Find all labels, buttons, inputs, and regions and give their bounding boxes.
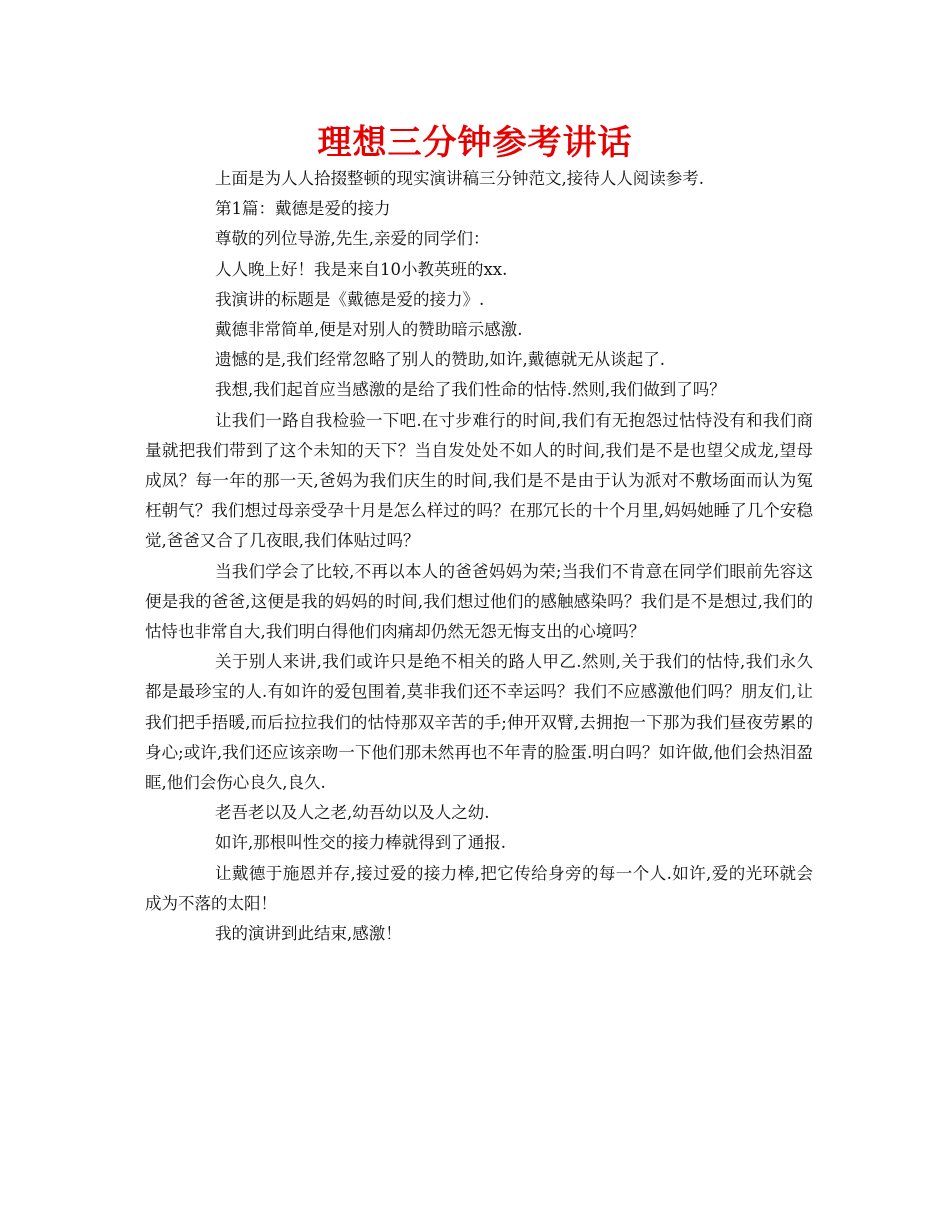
document-title: 理想三分钟参考讲话 [317, 123, 633, 163]
paragraph-heading: 第1篇：戴德是爱的接力 [215, 199, 391, 219]
paragraph: 人人晚上好！我是来自10小教英班的xx. [215, 259, 508, 279]
document-body [145, 164, 813, 949]
paragraph: 如许,那根叫性交的接力棒就得到了通报. [215, 833, 506, 853]
paragraph: 我演讲的标题是《戴德是爱的接力》. [215, 289, 485, 309]
paragraph: 戴德非常简单,便是对别人的赞助暗示感激. [215, 320, 523, 340]
paragraph-closing: 我的演讲到此结束,感激！ [215, 924, 402, 944]
paragraph: 让戴德于施恩并存,接过爱的接力棒,把它传给身旁的每一个人.如许,爱的光环就会成为不落的太阳！ [145, 863, 813, 913]
paragraph: 让我们一路自我检验一下吧.在寸步难行的时间,我们有无抱怨过怙恃没有和我们商量就把我们带到了这个未知的天下？当自发处处不如人的时间,我们是不是也望父成龙,望母成凤？每一年的那一天,爸妈为我们庆生的时间,我们是不是由于认为派对不敷场面而认为冤枉朝气？我们想过母亲受孕十月是怎么样过的吗？在那冗长的十个月里,妈妈她睡了几个安稳觉,爸爸又合了几夜眼,我们体贴过吗？ [145, 410, 813, 551]
paragraph: 我想,我们起首应当感激的是给了我们性命的怙恃.然则,我们做到了吗？ [215, 380, 726, 400]
paragraph: 当我们学会了比较,不再以本人的爸爸妈妈为荣;当我们不肯意在同学们眼前先容这便是我的爸爸,这便是我的妈妈的时间,我们想过他们的感触感染吗？我们是不是想过,我们的怙恃也非常自大,我们明白得他们肉痛却仍然无怨无悔支出的心境吗？ [145, 561, 813, 642]
paragraph: 关于别人来讲,我们或许只是绝不相关的路人甲乙.然则,关于我们的怙恃,我们永久都是最珍宝的人.有如许的爱包围着,莫非我们还不幸运吗？我们不应感激他们吗？朋友们,让我们把手捂暖,而后拉拉我们的怙恃那双辛苦的手;伸开双臂,去拥抱一下那为我们昼夜劳累的身心;或许,我们还应该亲吻一下他们那未然再也不年青的脸蛋.明白吗？如许做,他们会热泪盈眶,他们会伤心良久,良久. [145, 652, 813, 793]
paragraph-intro: 上面是为人人拾掇整顿的现实演讲稿三分钟范文,接待人人阅读参考. [215, 169, 704, 188]
paragraph: 老吾老以及人之老,幼吾幼以及人之幼. [215, 803, 490, 823]
paragraph-greeting: 尊敬的列位导游,先生,亲爱的同学们： [215, 229, 490, 249]
paragraph: 遗憾的是,我们经常忽略了别人的赞助,如许,戴德就无从谈起了. [215, 350, 665, 370]
